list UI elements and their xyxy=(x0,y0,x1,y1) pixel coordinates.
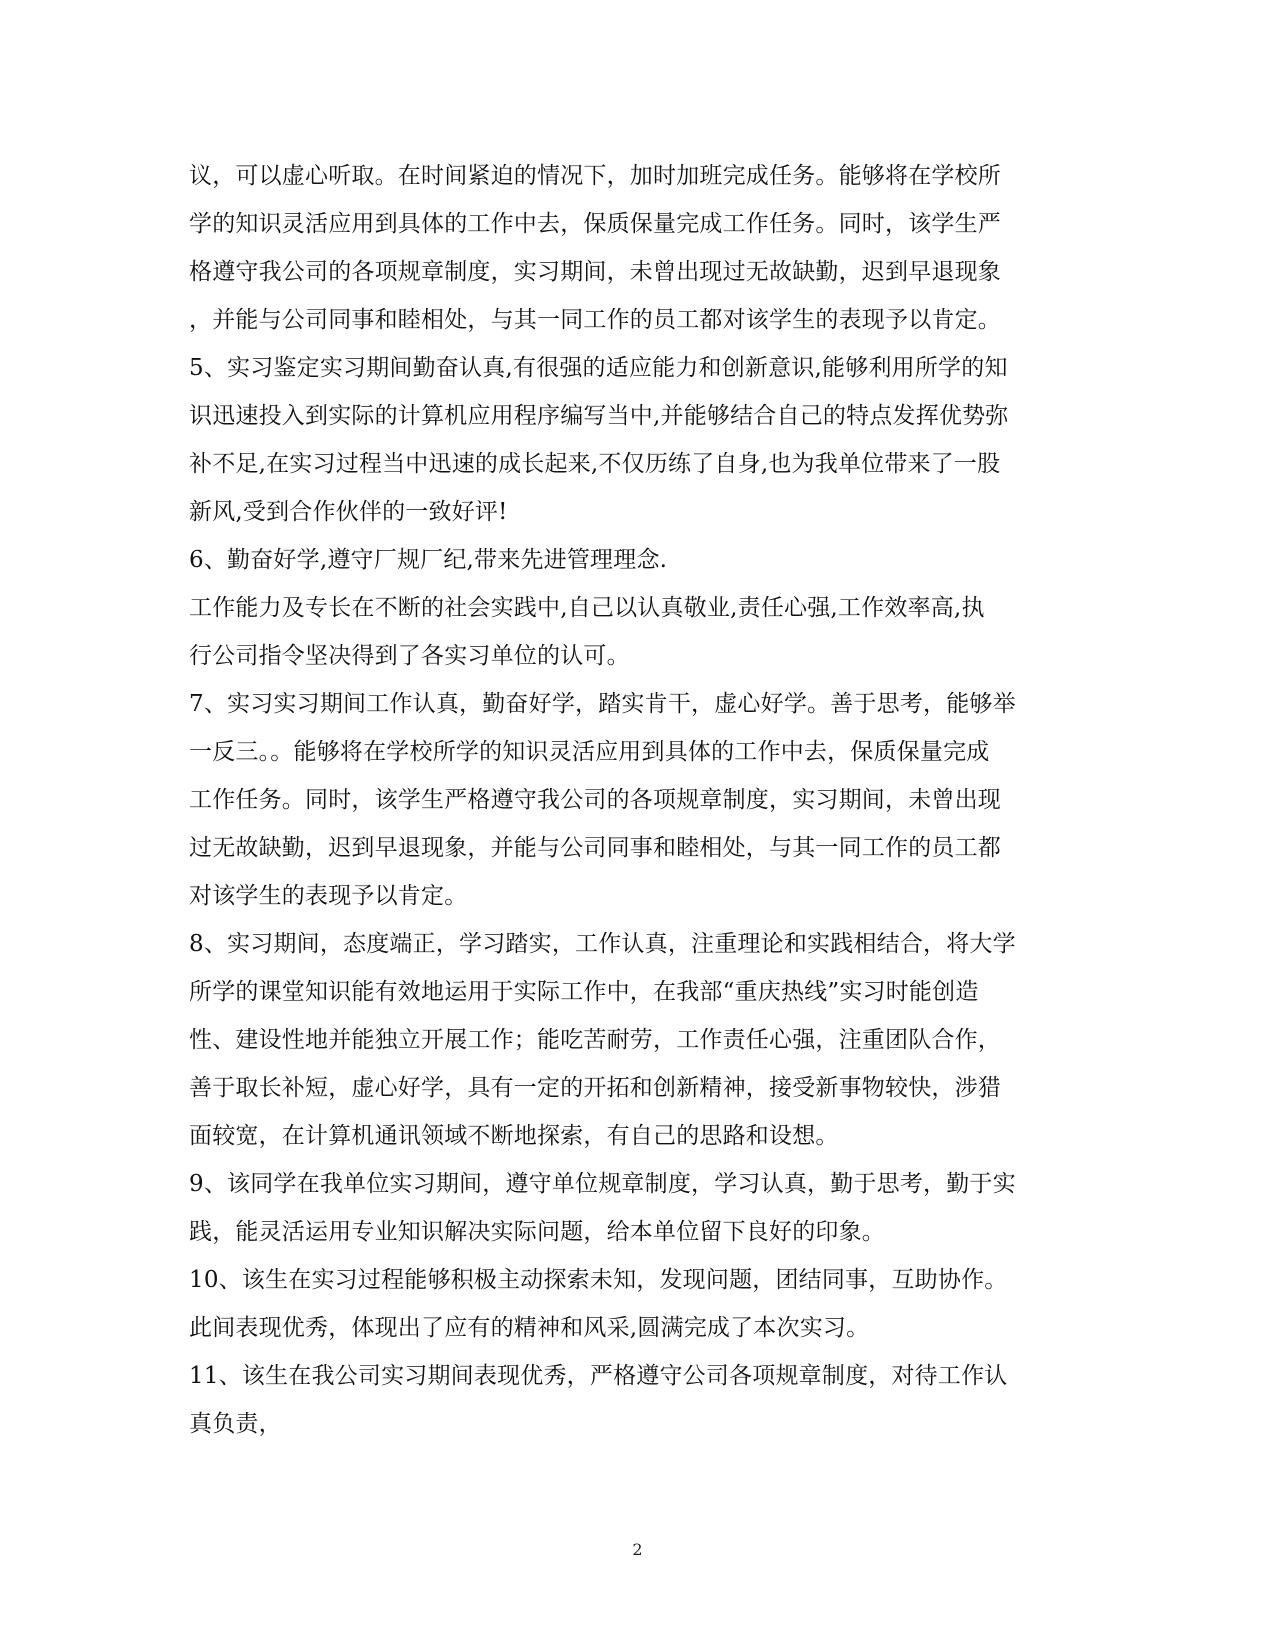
text-line: 工作能力及专长在不断的社会实践中,自己以认真敬业,责任心强,工作效率高,执 xyxy=(189,595,985,621)
text-line: 一反三。。能够将在学校所学的知识灵活应用到具体的工作中去，保质保量完成 xyxy=(189,739,990,765)
text-line: 8、实习期间，态度端正，学习踏实，工作认真，注重理论和实践相结合，将大学 xyxy=(189,931,1016,957)
text-line: 善于取长补短，虚心好学，具有一定的开拓和创新精神，接受新事物较快，涉猎 xyxy=(189,1075,1001,1101)
body-text xyxy=(189,152,1099,1448)
text-line: 践，能灵活运用专业知识解决实际问题，给本单位留下良好的印象。 xyxy=(189,1219,885,1245)
text-line: 所学的课堂知识能有效地运用于实际工作中，在我部“重庆热线”实习时能创造 xyxy=(189,979,979,1005)
text-line: 过无故缺勤，迟到早退现象，并能与公司同事和睦相处，与其一同工作的员工都 xyxy=(189,835,1001,861)
text-line: 7、实习实习期间工作认真，勤奋好学，踏实肯干，虚心好学。善于思考，能够举 xyxy=(189,691,1016,717)
text-line: 此间表现优秀，体现出了应有的精神和风采,圆满完成了本次实习。 xyxy=(189,1315,870,1341)
text-line: 9、该同学在我单位实习期间，遵守单位规章制度，学习认真，勤于思考，勤于实 xyxy=(189,1171,1016,1197)
text-line: 识迅速投入到实际的计算机应用程序编写当中,并能够结合自己的特点发挥优势弥 xyxy=(189,403,1009,429)
page-number: 2 xyxy=(632,1540,643,1559)
text-line: 11、该生在我公司实习期间表现优秀，严格遵守公司各项规章制度，对待工作认 xyxy=(189,1363,1008,1389)
text-line: 行公司指令坚决得到了各实习单位的认可。 xyxy=(189,643,630,669)
text-line: 面较宽，在计算机通讯领域不断地探索，有自己的思路和设想。 xyxy=(189,1123,839,1149)
text-line: 真负责， xyxy=(189,1411,282,1437)
text-line: 格遵守我公司的各项规章制度，实习期间，未曾出现过无故缺勤，迟到早退现象 xyxy=(189,259,1001,285)
text-line: 6、勤奋好学,遵守厂规厂纪,带来先进管理理念. xyxy=(189,547,668,573)
text-line: 5、实习鉴定实习期间勤奋认真,有很强的适应能力和创新意识,能够利用所学的知 xyxy=(189,355,1008,381)
text-line: 对该学生的表现予以肯定。 xyxy=(189,883,468,909)
text-line: 10、该生在实习过程能够积极主动探索未知，发现问题，团结同事，互助协作。 xyxy=(189,1267,1008,1293)
text-line: 学的知识灵活应用到具体的工作中去，保质保量完成工作任务。同时，该学生严 xyxy=(189,211,1001,237)
text-line: 补不足,在实习过程当中迅速的成长起来,不仅历练了自身,也为我单位带来了一股 xyxy=(189,451,1001,477)
text-line: 新风,受到合作伙伴的一致好评! xyxy=(189,499,508,525)
text-line: 工作任务。同时，该学生严格遵守我公司的各项规章制度，实习期间，未曾出现 xyxy=(189,787,1001,813)
text-line: 性、建设性地并能独立开展工作；能吃苦耐劳，工作责任心强，注重团队合作， xyxy=(189,1027,1001,1053)
text-line: ，并能与公司同事和睦相处，与其一同工作的员工都对该学生的表现予以肯定。 xyxy=(189,307,1001,333)
text-line: 议，可以虚心听取。在时间紧迫的情况下，加时加班完成任务。能够将在学校所 xyxy=(189,163,1001,189)
